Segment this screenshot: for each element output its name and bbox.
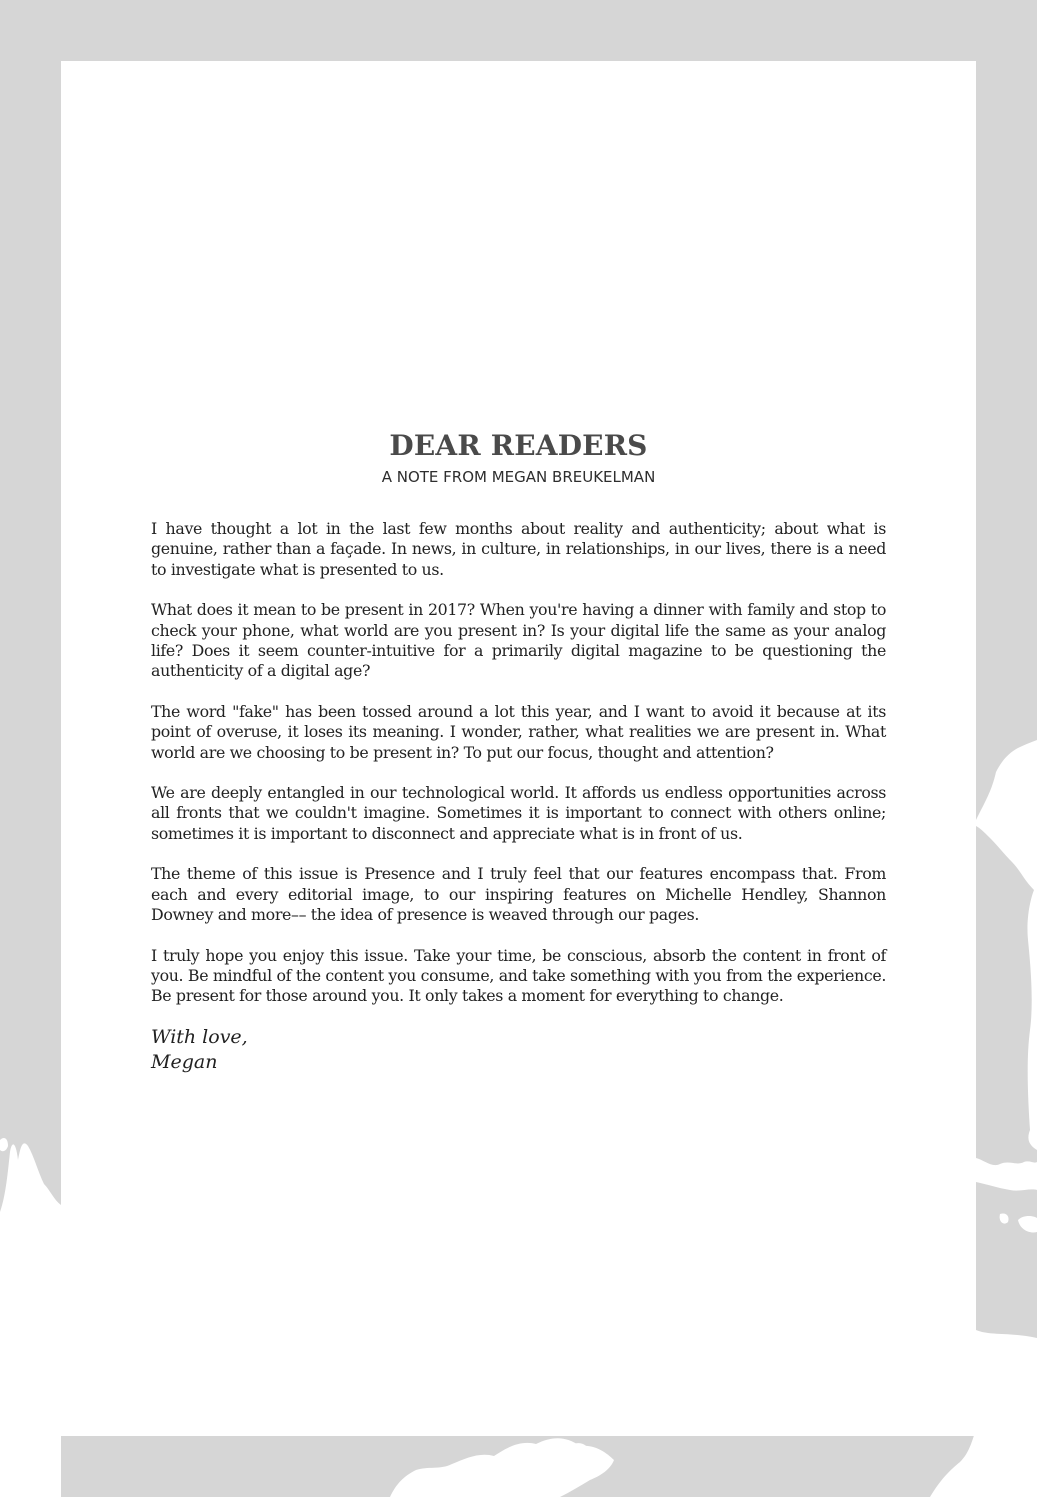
page-title: DEAR READERS — [389, 429, 648, 462]
closing-line: With love, — [151, 1025, 248, 1048]
letter-paragraph: We are deeply entangled in our technological world. It affords us endless opportunities across all fronts that we couldn't imagine. Sometimes it is important to connect with others online; sometimes it is important to disconnect and appreciate what is in front of us. — [151, 783, 886, 843]
letter-header — [0, 428, 1037, 488]
letter-paragraph: I truly hope you enjoy this issue. Take your time, be conscious, absorb the content in front of you. Be mindful of the content you consume, and take something with you from the experience. Be present for those around you. It only takes a moment for everything to change. — [151, 945, 886, 1006]
letter-paragraph: The theme of this issue is Presence and I truly feel that our features encompass that. From each and every editorial image, to our inspiring features on Michelle Hendley, Shannon Downey and more–– the idea of presence is weaved through our pages. — [151, 864, 886, 925]
page-subtitle: A NOTE FROM MEGAN BREUKELMAN — [381, 468, 656, 486]
letter-body — [151, 519, 886, 1075]
letter-paragraph: I have thought a lot in the last few months about reality and authenticity; about what is genuine, rather than a façade. In news, in culture, in relationships, in our lives, there is a need to investigate what is presented to us. — [151, 519, 886, 579]
signature: Megan — [151, 1050, 218, 1073]
letter-paragraph: What does it mean to be present in 2017? When you're having a dinner with family and stop to check your phone, what world are you present in? Is your digital life the same as your analog life? Does it seem counter-intuitive for a primarily digital magazine to be questioning the authenticity of a digital age? — [151, 600, 886, 681]
signoff — [151, 1025, 886, 1075]
letter-paragraph: The word "fake" has been tossed around a lot this year, and I want to avoid it because at its point of overuse, it loses its meaning. I wonder, rather, what realities we are present in. What world are we choosing to be present in? To put our focus, thought and attention? — [151, 701, 886, 762]
